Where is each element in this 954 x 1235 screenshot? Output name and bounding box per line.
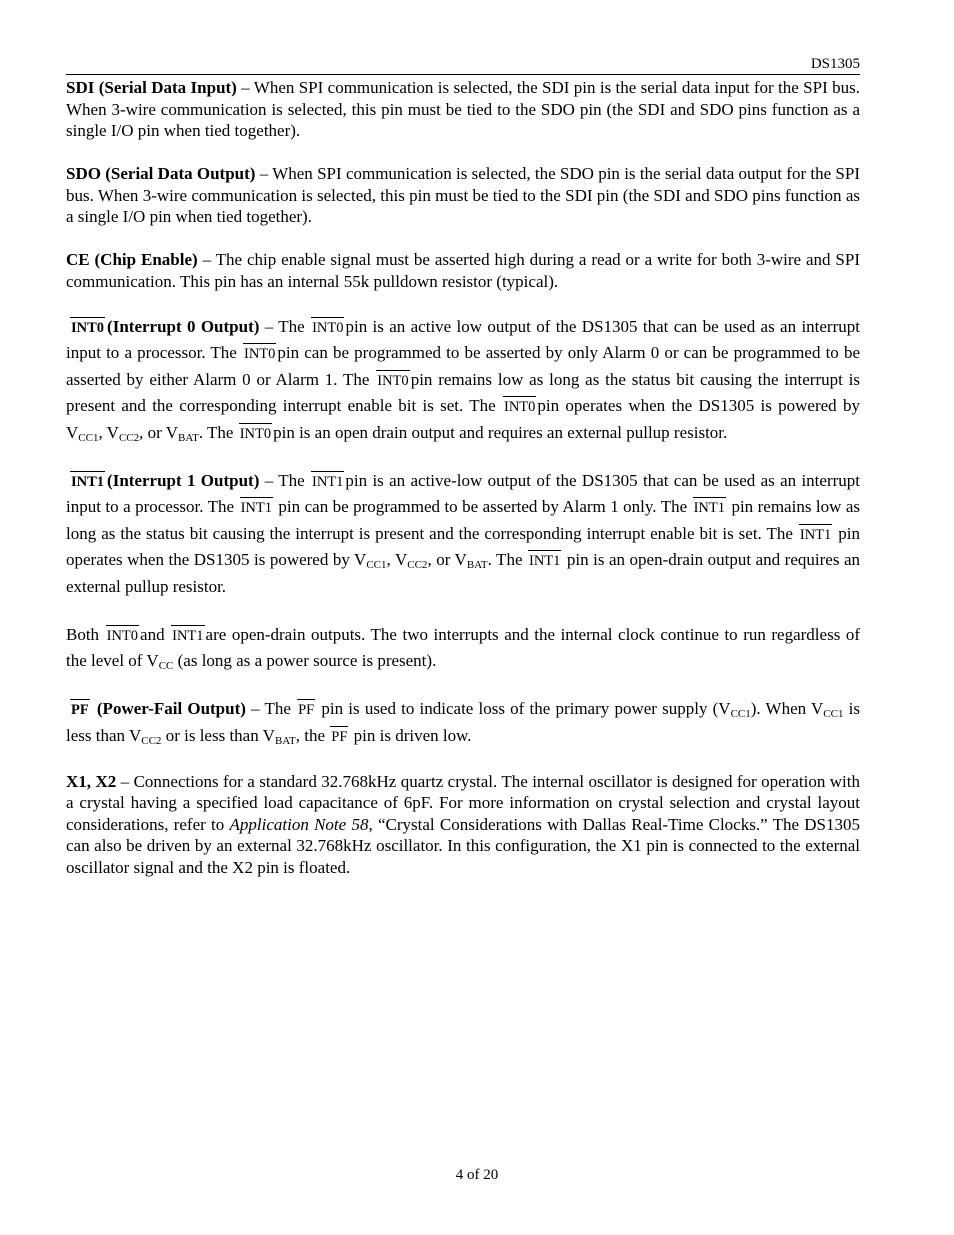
int0-description: INT0 (Interrupt 0 Output) – The INT0 pin is an active low output of the DS1305 that can be used as an interrupt input to a processor. The INT0 pin can be programmed to be asserted by only Alarm 0 or can be programmed to be asserted by either Alarm 0 or Alarm 1. The INT0 pin remains low as long as the status bit causing the interrupt is present and the corresponding interrupt enable bit is set. The INT0 pin operates when the DS1305 is powered by $V_{CC1}$, $V_{CC2}$, or $V_{BAT}$. The INT0 pin is an open drain output and requires an external pullup resistor.	[66, 316, 860, 444]
sdo-description: SDO (Serial Data Output) – When SPI communication is selected, the SDO pin is the serial data output for the SPI bus. When 3-wire communication is selected, this pin must be tied to the SDI pin (the SDI and SDO pins function as a single I/O pin when tied together).	[66, 164, 861, 226]
pf-pin-heading: PF	[71, 702, 89, 718]
int0-pin: INT0	[243, 346, 276, 362]
int1-pin: INT1	[172, 627, 204, 644]
both-interrupts-description: Both INT0 and INT1 are open-drain outputs. The two interrupts and the internal clock continue to run regardless of the level of $V_{CC}$ (as long as a power source is present).	[66, 624, 861, 672]
int1-description: INT1 (Interrupt 1 Output) – The INT1 pin is an active-low output of the DS1305 that can be used as an interrupt input to a processor. The INT1 pin can be programmed to be asserted by Alarm 1 only. The INT1 pin remains low as long as the status bit causing the interrupt is present and the corresponding interrupt enable bit is set. The INT1 pin operates when the DS1305 is powered by $V_{CC1}$, $V_{CC2}$, or $V_{BAT}$. The INT1 pin is an open-drain output and requires an external pullup resistor.	[66, 470, 861, 596]
pf-pin: PF	[298, 702, 315, 718]
pf-heading: (Power-Fail Output)	[91, 699, 246, 718]
int1-pin-heading: INT1	[71, 473, 105, 490]
int1-heading: (Interrupt 1 Output)	[107, 470, 260, 490]
int1-pin: INT1	[240, 500, 272, 516]
pf-pin: PF	[331, 728, 348, 745]
int0-pin-heading: INT0	[71, 319, 105, 336]
sdo-heading: SDO (Serial Data Output)	[66, 164, 256, 183]
ce-description: CE (Chip Enable) – The chip enable signal must be asserted high during a read or a write for both 3-wire and SPI communication. This pin has an internal 55k pulldown resistor (typical).	[66, 250, 860, 291]
document-body	[66, 77, 860, 900]
int1-pin: INT1	[311, 473, 344, 490]
x1x2-description: X1, X2 – Connections for a standard 32.768kHz quartz crystal. The internal oscillator is designed for operation with a crystal having a specified load capacitance of 6pF. For more information on crystal selection and crystal layout considerations, refer to Application Note 58, “Crystal Considerations with Dallas Real-Time Clocks.” The DS1305 can also be driven by an external 32.768kHz oscillator. In this configuration, the X1 pin is connected to the external oscillator signal and the X2 pin is floated.	[66, 771, 860, 877]
pf-description: PF (Power-Fail Output) – The PF pin is used to indicate loss of the primary power supply $(V_{CC1})$. When $V_{CC1}$ is less than $V_{CC2}$ or is less than $V_{BAT}$, the PF pin is driven low.	[66, 699, 860, 747]
ce-heading: CE (Chip Enable)	[66, 250, 198, 269]
int0-pin: INT0	[106, 627, 139, 644]
int0-pin: INT0	[503, 399, 536, 415]
int1-pin: INT1	[693, 500, 725, 516]
page-header	[66, 55, 860, 75]
int1-pin: INT1	[799, 526, 832, 543]
page-number: 4 of 20	[455, 1167, 499, 1183]
part-number: DS1305	[810, 56, 860, 72]
sdi-description: SDI (Serial Data Input) – When SPI communication is selected, the SDI pin is the serial data input for the SPI bus. When 3-wire communication is selected, this pin must be tied to the SDO pin (the SDI and SDO pins function as a single I/O pin when tied together).	[66, 78, 860, 140]
int0-heading: (Interrupt 0 Output)	[107, 316, 260, 336]
int1-pin: INT1	[529, 553, 561, 569]
int0-pin: INT0	[312, 319, 344, 336]
sdi-heading: SDI (Serial Data Input)	[66, 78, 237, 97]
app-note-reference: Application Note 58	[229, 814, 369, 834]
x1x2-heading: X1, X2	[66, 771, 117, 791]
int0-pin: INT0	[239, 425, 272, 442]
int0-pin: INT0	[377, 372, 409, 389]
